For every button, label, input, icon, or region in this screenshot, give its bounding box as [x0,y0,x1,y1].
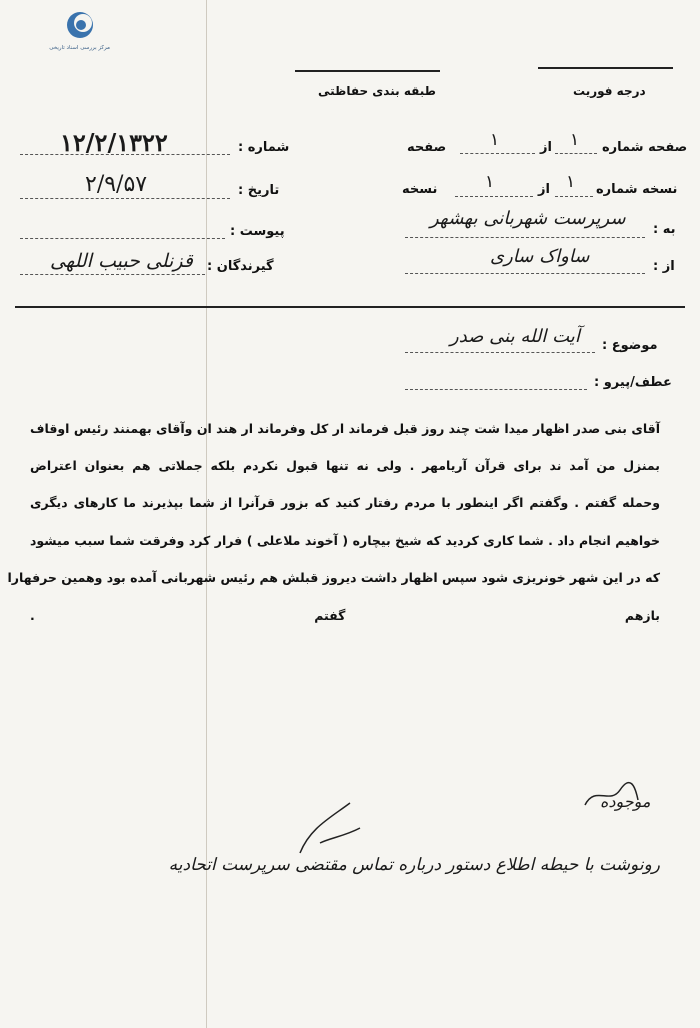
top-rule-right [538,67,673,69]
page-of-label: از [540,140,552,155]
recipients-label: گیرندگان : [207,259,274,274]
footer-note-line: رونوشت با حیطه اطلاع دستور درباره تماس مقتضی سرپرست اتحادیه [168,855,660,875]
reference-label: عطف/پیرو : [594,375,672,390]
page-number-line [555,153,597,154]
note-squiggle-icon [580,780,640,810]
recipients-value: قزنلی حبیب اللهی [50,250,193,272]
body-line-6: بازهم گفتم . [30,608,660,623]
copy-number-value: ۱ [566,172,576,192]
date-value: ۲/۹/۵۷ [85,172,148,197]
to-line [405,237,645,238]
classification-label: طبقه بندی حفاظتی [318,84,436,98]
from-line [405,273,645,274]
date-line [20,198,230,199]
from-label: از : [653,259,675,274]
page-word: صفحه [407,140,447,155]
subject-line [405,352,595,353]
header-divider [15,306,685,308]
from-value: ساواک ساری [490,246,590,267]
archive-logo [50,10,110,51]
subject-label: موضوع : [602,338,658,353]
reference-line [405,389,587,390]
body-line-1: آقای بنی صدر اظهار میدا شت چند روز قبل فرماند ار کل وفرماند ار هند ان وآقای بهمنند رئیس اوقاف [30,421,660,436]
copy-of-label: از [538,182,550,197]
copy-total-line [455,196,533,197]
to-value: سرپرست شهربانی بهشهر [430,208,626,229]
date-label: تاریخ : [238,183,280,198]
signature-flourish-icon [290,798,370,858]
number-value: ۱۲/۲/۱۳۲۲ [60,128,168,157]
archive-emblem-icon [65,10,95,40]
body-line-5: که در این شهر خونریزی شود سپس اظهار داشت دیروز قبلش هم رئیس شهربانی آمده بود وهمین حرفهارا [7,570,660,585]
copy-word: نسخه [402,182,438,197]
attachment-line [20,238,225,239]
number-label: شماره : [238,140,290,155]
footer-note-top: موجوده [600,792,651,811]
page-total-value: ۱ [490,130,500,150]
body-line-2: بمنزل من آمد ند برای قرآن آریامهر . ولی نه تنها قبول نکردم بلکه جملاتی هم بعنوان اعتراض [30,458,660,473]
to-label: به : [653,222,676,237]
copy-number-line [555,196,593,197]
top-rule-left [295,70,440,72]
subject-value: آیت الله بنی صدر [450,326,580,347]
body-line-3: وحمله گفتم . وگفتم اگر اینطور با مردم رفتار کنید که بزور قرآنرا از شما بپذیرند ما کارهای دیگری [30,495,660,510]
recipients-line [20,274,205,275]
attachment-label: پیوست : [230,224,285,239]
body-line-4: خواهیم انجام داد . شما کاری کردید که شیخ بیچاره ( آخوند ملاعلی ) فرار کرد وفرقت شما سبب میشود [30,533,660,548]
copy-total-value: ۱ [485,172,495,192]
page-number-label: صفحه شماره [602,140,688,155]
archive-caption: مرکز بررسی اسناد تاریخی [49,45,110,51]
page-total-line [460,153,535,154]
page-number-value: ۱ [570,130,580,150]
priority-label: درجه فوریت [573,84,646,98]
copy-number-label: نسخه شماره [596,182,678,197]
